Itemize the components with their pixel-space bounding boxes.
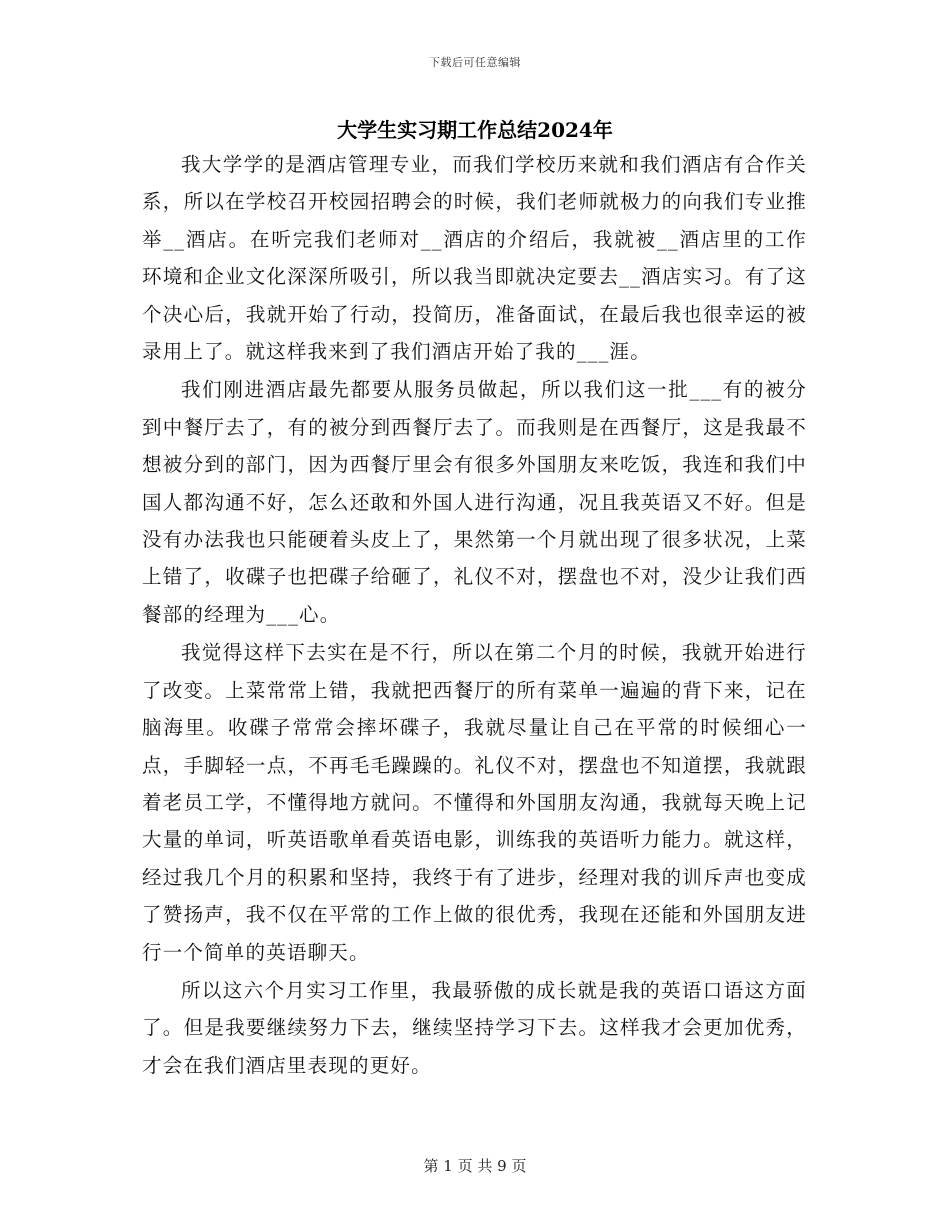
header-note: 下载后可任意编辑 bbox=[429, 56, 521, 69]
document-body bbox=[142, 146, 807, 1085]
paragraph: 我大学学的是酒店管理专业，而我们学校历来就和我们酒店有合作关系，所以在学校召开校园招聘会的时候，我们老师就极力的向我们专业推举__酒店。在听完我们老师对__酒店的介绍后，我就被__酒店里的工作环境和企业文化深深所吸引，所以我当即就决定要去__酒店实习。有了这个决心后，我就开始了行动，投简历，准备面试，在最后我也很幸运的被录用上了。就这样我来到了我们酒店开始了我的___涯。 bbox=[142, 153, 807, 364]
document-title: 大学生实习期工作总结2024年 bbox=[337, 118, 613, 142]
paragraph: 我觉得这样下去实在是不行，所以在第二个月的时候，我就开始进行了改变。上菜常常上错，我就把西餐厅的所有菜单一遍遍的背下来，记在脑海里。收碟子常常会摔坏碟子，我就尽量让自己在平常的时候细心一点，手脚轻一点，不再毛毛躁躁的。礼仪不对，摆盘也不知道摆，我就跟着老员工学，不懂得地方就问。不懂得和外国朋友沟通，我就每天晚上记大量的单词，听英语歌单看英语电影，训练我的英语听力能力。就这样，经过我几个月的积累和坚持，我终于有了进步，经理对我的训斥声也变成了赞扬声，我不仅在平常的工作上做的很优秀，我现在还能和外国朋友进行一个简单的英语聊天。 bbox=[142, 641, 807, 964]
paragraph: 所以这六个月实习工作里，我最骄傲的成长就是我的英语口语这方面了。但是我要继续努力下去，继续坚持学习下去。这样我才会更加优秀，才会在我们酒店里表现的更好。 bbox=[142, 978, 807, 1077]
page-indicator: 第 1 页 共 9 页 bbox=[423, 1157, 527, 1175]
paragraph: 我们刚进酒店最先都要从服务员做起，所以我们这一批___有的被分到中餐厅去了，有的被分到西餐厅去了。而我则是在西餐厅，这是我最不想被分到的部门，因为西餐厅里会有很多外国朋友来吃饭，我连和我们中国人都沟通不好，怎么还敢和外国人进行沟通，况且我英语又不好。但是没有办法我也只能硬着头皮上了，果然第一个月就出现了很多状况，上菜上错了，收碟子也把碟子给砸了，礼仪不对，摆盘也不对，没少让我们西餐部的经理为___心。 bbox=[142, 378, 807, 626]
